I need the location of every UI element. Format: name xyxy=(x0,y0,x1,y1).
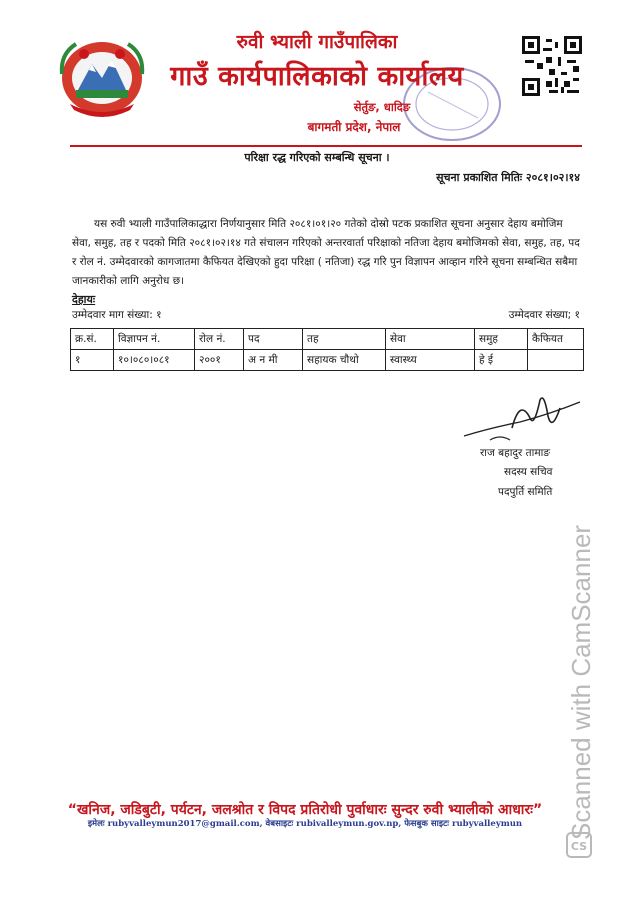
camscanner-watermark xyxy=(560,420,600,860)
cell-remarks xyxy=(528,350,584,371)
signatory-title: सदस्य सचिव xyxy=(504,466,553,478)
signatory-name: राज बहादुर तामाङ xyxy=(480,447,551,459)
col-advert-no: विज्ञापन नं. xyxy=(114,329,195,350)
published-date: सूचना प्रकाशित मितिः २०८१।०२।१४ xyxy=(436,171,580,184)
col-group: समुह xyxy=(475,329,528,350)
cell-roll-no: २००१ xyxy=(195,350,244,371)
footer-motto: “खनिज, जडिबुटी, पर्यटन, जलश्रोत र विपद प्रतिरोधी पुर्वाधारः सुन्दर रुवी भ्यालीको आधारः” xyxy=(67,802,543,818)
cell-level: सहायक चौथो xyxy=(303,350,386,371)
cell-serial: १ xyxy=(71,350,114,371)
demand-count: उम्मेदवार माग संख्या: १ xyxy=(72,309,162,321)
cell-post: अ न मी xyxy=(244,350,303,371)
table-row xyxy=(71,350,584,371)
col-remarks: कैफियत xyxy=(528,329,584,350)
col-service: सेवा xyxy=(386,329,475,350)
col-roll-no: रोल नं. xyxy=(195,329,244,350)
signatory-committee: पदपुर्ति समिति xyxy=(498,486,553,498)
office-name: गाउँ कार्यपालिकाको कार्यालय xyxy=(170,61,464,92)
col-serial: क्र.सं. xyxy=(71,329,114,350)
office-location: सेर्तुङ, धादिङ xyxy=(353,100,411,114)
col-post: पद xyxy=(244,329,303,350)
municipality-name: रुवी भ्याली गाउँपालिका xyxy=(236,31,398,53)
result-table xyxy=(70,328,584,371)
cell-advert-no: १०।०८०।०८१ xyxy=(114,350,195,371)
watermark-text: Scanned with CamScanner xyxy=(566,524,596,840)
footer-contact: इमेलः rubyvalleymun2017@gmail.com, वेबसाइटः rubivalleymun.gov.np, फेसबुक साइटः rubyvalleymun xyxy=(87,819,523,829)
candidate-count: उम्मेदवार संख्या; १ xyxy=(508,309,580,321)
office-province: बागमती प्रदेश, नेपाल xyxy=(307,120,401,134)
notice-body xyxy=(72,215,584,291)
notice-subject: परिक्षा रद्ध गरिएको सम्बन्धि सूचना । xyxy=(244,151,390,164)
col-level: तह xyxy=(303,329,386,350)
header-divider xyxy=(70,145,582,147)
details-label: देहायः xyxy=(72,293,96,306)
camscanner-logo-icon: CS xyxy=(566,832,592,858)
cell-group: हे ई xyxy=(475,350,528,371)
notice-body-text: यस रुवी भ्याली गाउँपालिकाद्धारा निर्णयानुसार मिति २०८१।०१।२० गतेको दोस्रो पटक प्रकाशित सूचना अनुसार देहाय बमोजिम सेवा, समुह, तह र पदको मिति २०८१।०२।१४ गते संचालन गरिएको अन्तरवार्ता परिक्षाको नतिजा देहाय बमोजिमको सेवा, समुह, तह, पद र रोल नं. उम्मेदवारको कागजातमा कैफियत देखिएको हुदा परिक्षा ( नतिजा) रद्ध गरि पुन विज्ञापन आव्हान गरिने सूचना सम्बन्धित सबैमा जानकारीको लागि अनुरोध छ। xyxy=(72,218,580,287)
cell-service: स्वास्थ्य xyxy=(386,350,475,371)
table-header-row xyxy=(71,329,584,350)
